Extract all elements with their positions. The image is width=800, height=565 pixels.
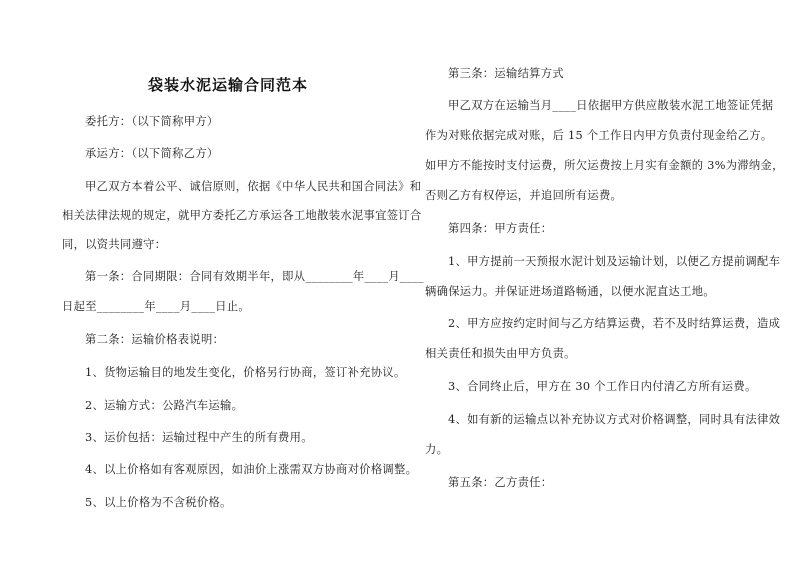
article-4-item: 相关责任和损失由甲方负责。	[425, 347, 576, 360]
article-2-item: 1、货物运输目的地发生变化，价格另行协商，签订补充协议。	[85, 366, 406, 379]
article-3-line: 如甲方不能按时支付运费，所欠运费按上月实有金额的 3%为滞纳金，	[425, 159, 784, 172]
article-3-line: 否则乙方有权停运，并追回所有运费。	[425, 189, 623, 202]
article-3-line: 甲乙双方在运输当月____日依据甲方供应散装水泥工地签证凭据	[448, 99, 774, 112]
article-4-item: 2、甲方应按约定时间与乙方结算运费，若不及时结算运费，造成	[448, 317, 781, 330]
paragraph-preamble-line: 相关法律法规的规定，就甲方委托乙方承运各工地散装水泥事宜签订合	[62, 209, 422, 222]
article-4-item: 1、甲方提前一天预报水泥计划及运输计划，以便乙方提前调配车	[448, 255, 781, 268]
article-5-heading: 第五条：乙方责任：	[448, 476, 553, 489]
article-1-line: 第一条：合同期限：合同有效期半年，即从________年____月____	[85, 270, 424, 283]
article-2-item: 4、以上价格如有客观原因，如油价上涨需双方协商对价格调整。	[85, 463, 418, 476]
article-3-line: 作为对账依据完成对账，后 15 个工作日内甲方负责付现金给乙方。	[425, 129, 773, 142]
paragraph-preamble-line: 甲乙双方本着公平、诚信原则，依据《中华人民共和国合同法》和	[85, 180, 422, 193]
paragraph-carrier: 承运方：（以下简称乙方）	[85, 147, 219, 160]
paragraph-preamble-line: 同，以资共同遵守：	[62, 238, 167, 251]
article-3-heading: 第三条：运输结算方式	[448, 67, 564, 80]
article-4-item: 4、如有新的运输点以补充协议方式对价格调整，同时具有法律效	[448, 413, 781, 426]
article-2-item: 2、运输方式：公路汽车运输。	[85, 399, 244, 412]
document-title: 袋装水泥运输合同范本	[148, 76, 309, 94]
article-2-item: 5、以上价格为不含税价格。	[85, 496, 232, 509]
article-2-heading: 第二条：运输价格表说明：	[85, 333, 225, 346]
article-4-item: 辆确保运力。并保证进场道路畅通，以便水泥直达工地。	[425, 285, 715, 298]
article-2-item: 3、运价包括：运输过程中产生的所有费用。	[85, 431, 313, 444]
article-4-item: 3、合同终止后，甲方在 30 个工作日内付清乙方所有运费。	[448, 380, 757, 393]
article-4-heading: 第四条：甲方责任：	[448, 222, 553, 235]
article-4-item: 力。	[425, 443, 449, 456]
paragraph-client: 委托方：（以下简称甲方）	[85, 115, 219, 128]
article-1-line: 日起至________年____月____日止。	[62, 300, 250, 313]
